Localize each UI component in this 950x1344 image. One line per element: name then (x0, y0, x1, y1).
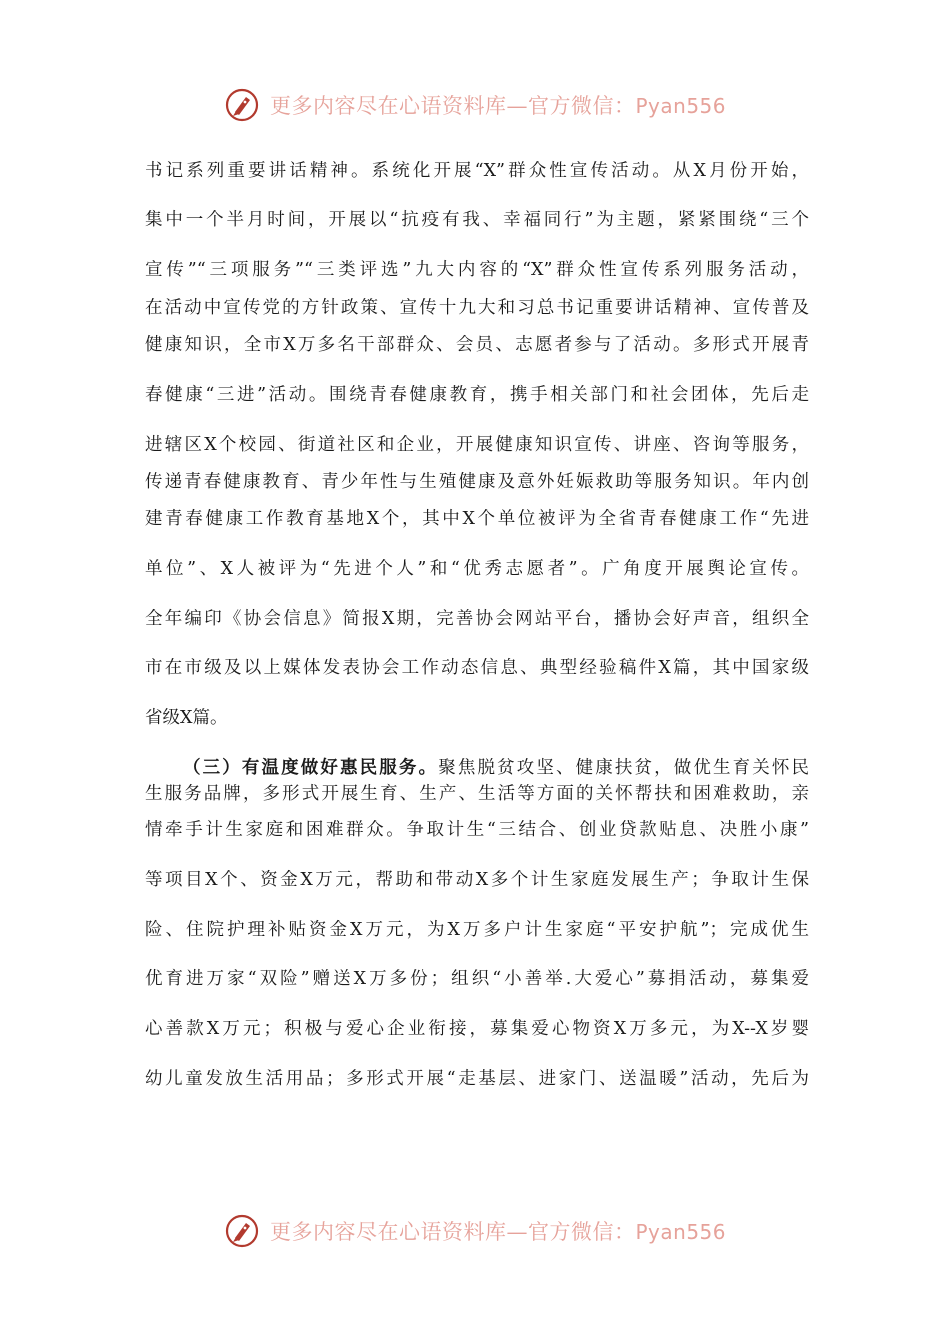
section-line: 优育进万家“双险”赠送X万多份；组织“小善举.大爱心”募捐活动，募集爱 (145, 969, 809, 989)
section-first-line-text: 聚焦脱贫攻坚、健康扶贫，做优生育关怀民 (438, 758, 810, 778)
header-caption: 更多内容尽在心语资料库—官方微信： (269, 94, 636, 118)
body-line: 市在市级及以上媒体发表协会工作动态信息、典型经验稿件X篇，其中国家级 (145, 658, 809, 678)
section-line: 幼儿童发放生活用品；多形式开展“走基层、进家门、送温暖”活动，先后为 (145, 1069, 809, 1089)
body-line: 春健康“三进”活动。围绕青春健康教育，携手相关部门和社会团体，先后走 (145, 385, 809, 405)
section-heading: （三）有温度做好惠民服务。 (183, 758, 439, 778)
body-line: 在活动中宣传党的方针政策、宣传十九大和习总书记重要讲话精神、宣传普及 (145, 298, 809, 318)
body-line: 建青春健康工作教育基地X个，其中X个单位被评为全省青春健康工作“先进 (145, 509, 809, 529)
section-first-line (183, 756, 809, 780)
section-line: 情牵手计生家庭和困难群众。争取计生“三结合、创业贷款贴息、决胜小康” (145, 820, 809, 840)
section-line: 生服务品牌，多形式开展生育、生产、生活等方面的关怀帮扶和困难救助，亲 (145, 784, 809, 804)
footer-caption: 更多内容尽在心语资料库—官方微信： (269, 1220, 636, 1244)
pen-nib-logo-icon (224, 87, 260, 123)
body-line: 全年编印《协会信息》简报X期，完善协会网站平台，播协会好声音，组织全 (145, 609, 809, 629)
body-line: 省级X篇。 (145, 708, 228, 728)
header-banner (0, 80, 950, 130)
body-line: 健康知识，全市X万多名干部群众、会员、志愿者参与了活动。多形式开展青 (145, 335, 809, 355)
body-line: 进辖区X个校园、街道社区和企业，开展健康知识宣传、讲座、咨询等服务， (145, 435, 809, 455)
body-line: 传递青春健康教育、青少年性与生殖健康及意外妊娠救助等服务知识。年内创 (145, 472, 809, 492)
section-line: 险、住院护理补贴资金X万元，为X万多户计生家庭“平安护航”；完成优生 (145, 920, 809, 940)
section-line: 等项目X个、资金X万元，帮助和带动X多个计生家庭发展生产；争取计生保 (145, 870, 809, 890)
body-line: 书记系列重要讲话精神。系统化开展“X”群众性宣传活动。从X月份开始， (145, 161, 809, 181)
footer-text (270, 1216, 726, 1246)
section-line: 心善款X万元；积极与爱心企业衔接，募集爱心物资X万多元，为X--X岁婴 (145, 1019, 809, 1039)
body-line: 宣传”“三项服务”“三类评选”九大内容的“X”群众性宣传系列服务活动， (145, 260, 809, 280)
body-line: 集中一个半月时间，开展以“抗疫有我、幸福同行”为主题，紧紧围绕“三个 (145, 210, 809, 230)
body-line: 单位”、X人被评为“先进个人”和“优秀志愿者”。广角度开展舆论宣传。 (145, 559, 809, 579)
footer-banner (0, 1206, 950, 1256)
header-text (270, 90, 726, 120)
header-wechat-id: Pyan556 (635, 94, 726, 118)
footer-wechat-id: Pyan556 (635, 1220, 726, 1244)
pen-nib-logo-icon (224, 1213, 260, 1249)
